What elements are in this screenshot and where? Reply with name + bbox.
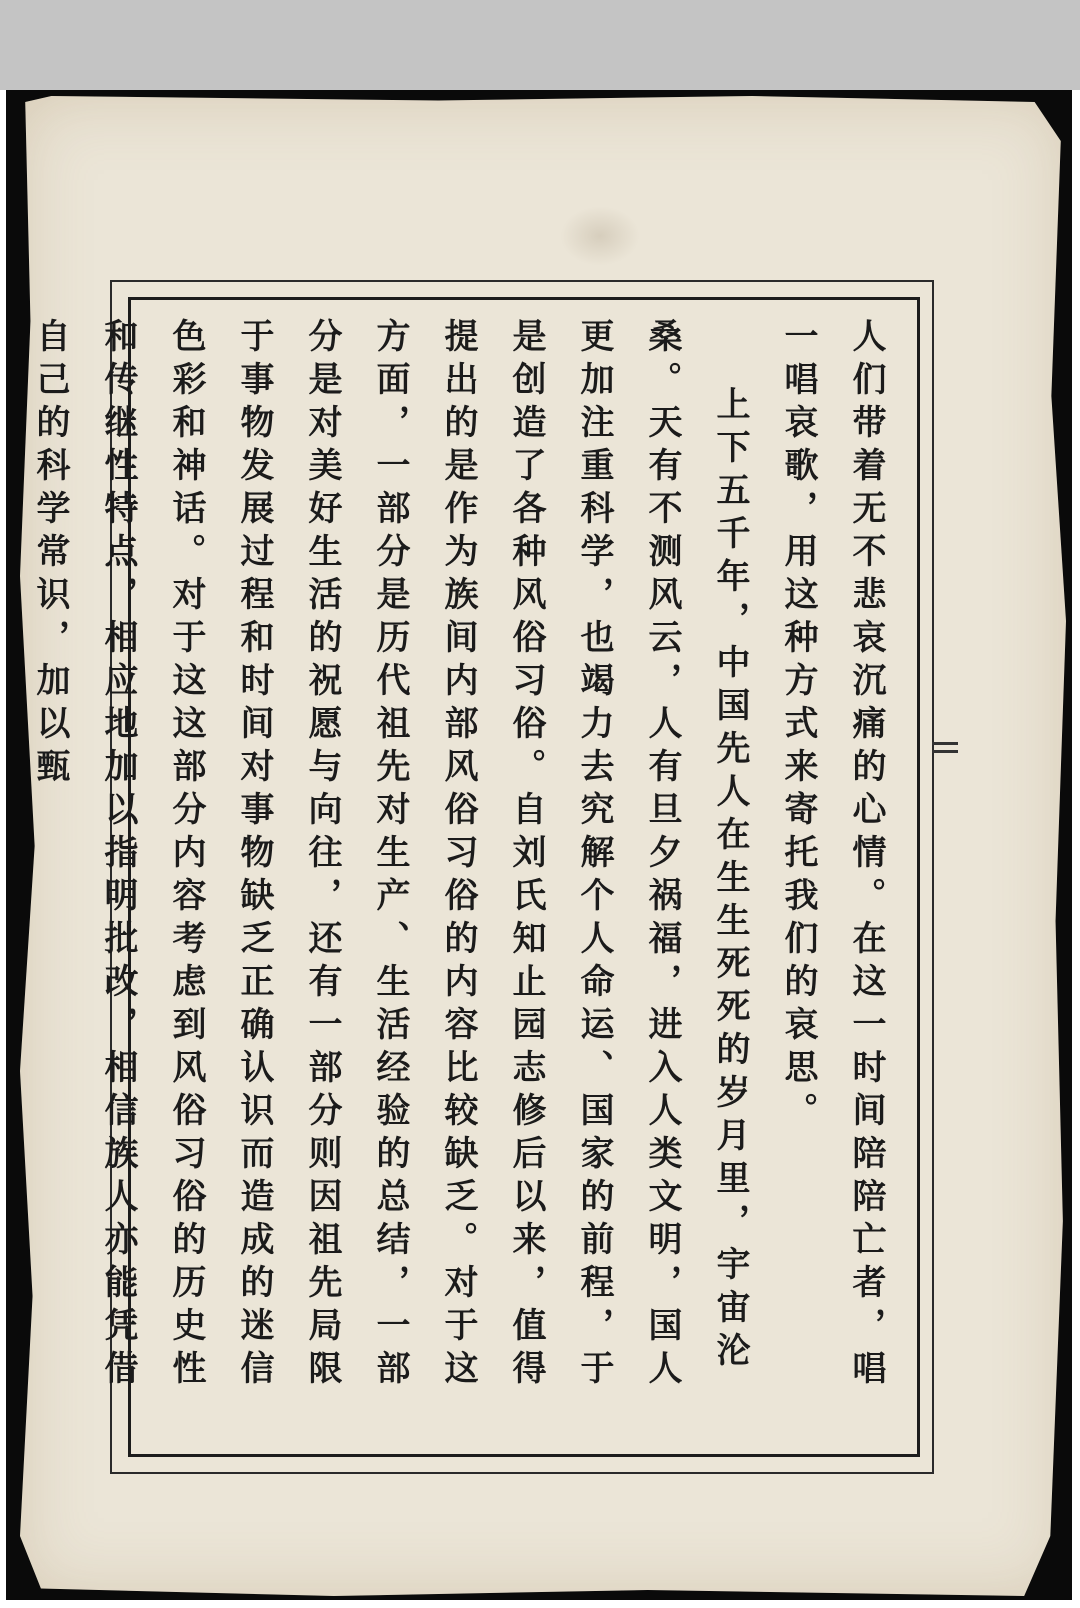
paper-stain: [560, 206, 640, 266]
paragraph-customs: 上下五千年，中国先人在生生死死的岁月里，宇宙沦桑。天有不测风云，人有旦夕祸福，进入人类文明，国人更加注重科学，也竭力去究解个人命运、国家的前程，于是创造了各种风俗习俗。自刘氏知止园志修后以来，值得提出的是作为族间内部风俗习俗的内容比较缺乏。对于这方面，一部分是历代祖先对生产、生活经验的总结，一部分是对美好生活的祝愿与向往，还有一部分则因祖先局限于事物发展过程和时间对事物缺乏正确认识而造成的迷信色彩和神话。对于这这部分内容考虑到风俗习俗的历史性和传继性特点，相应地加以指明批改，相信族人亦能凭借自己的科学常识，加以甄: [30, 318, 750, 1393]
page-edge-mark: [932, 742, 958, 745]
vertical-text-body: [30, 318, 900, 1428]
paragraph-continued: 人们带着无不悲哀沉痛的心情。在这一时间陪陪亡者，唱一唱哀歌，用这种方式来寄托我们的哀思。: [778, 318, 886, 1393]
scanner-background: [0, 0, 1080, 90]
